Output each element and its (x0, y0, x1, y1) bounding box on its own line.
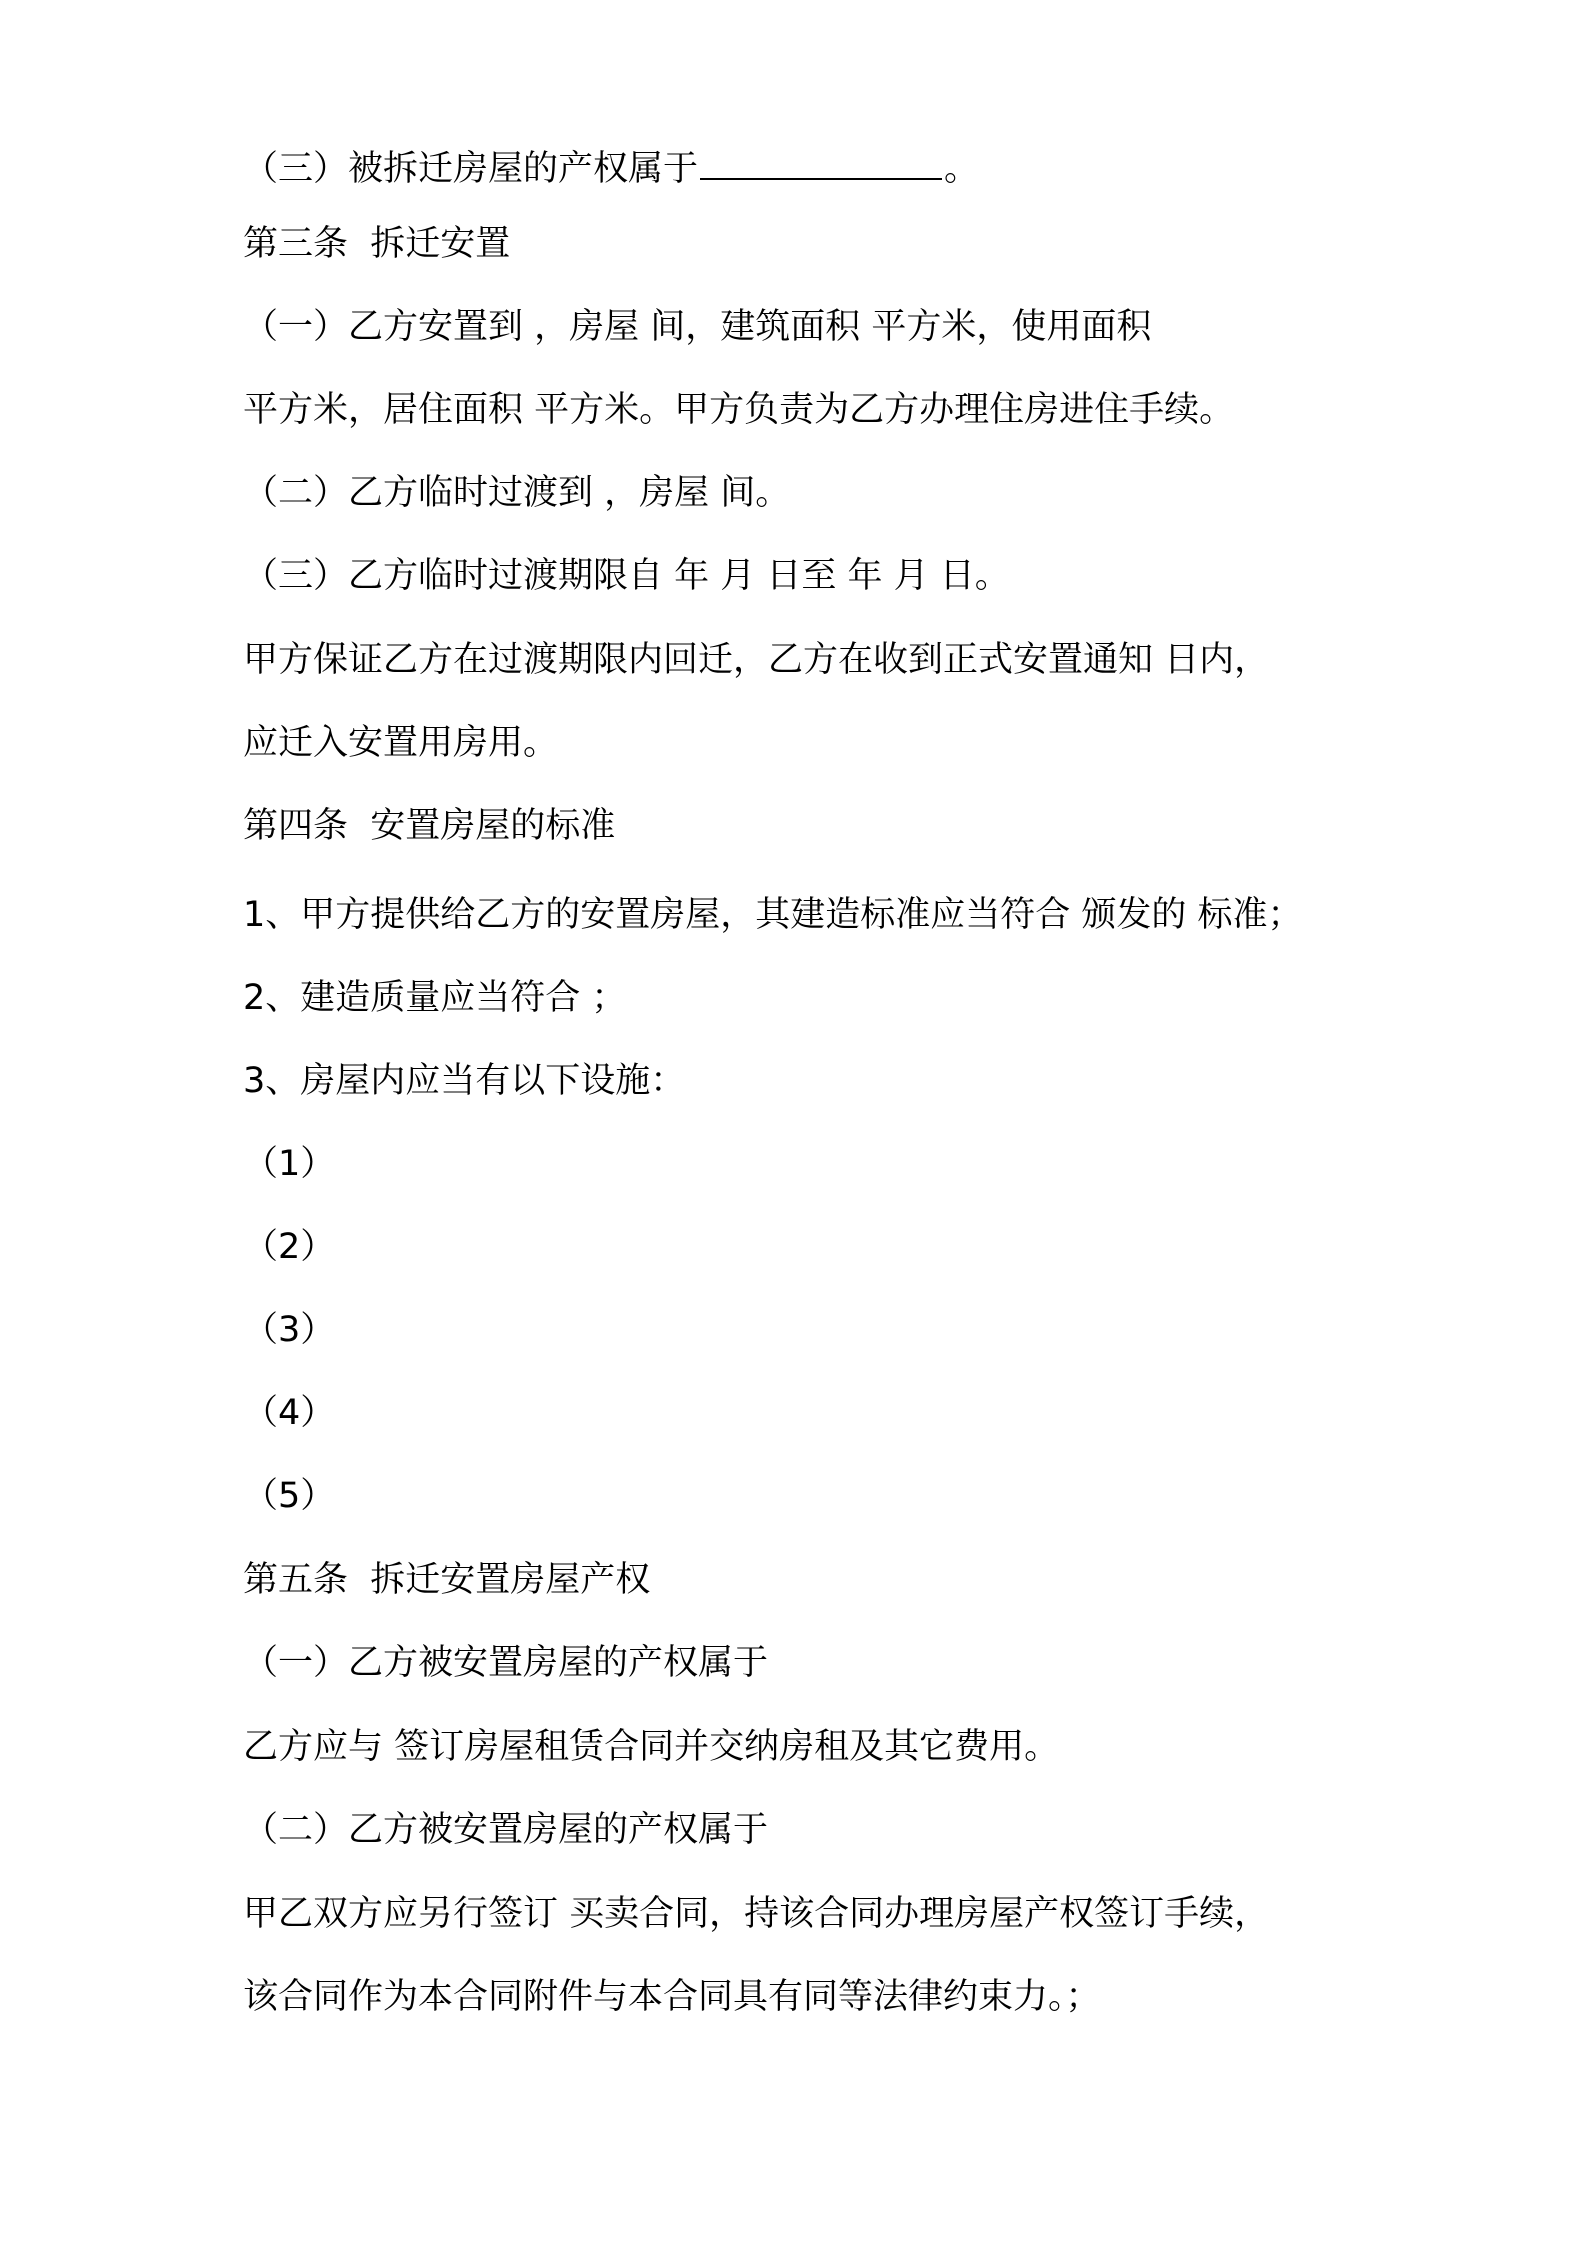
facility-item-1: （1） (243, 1144, 336, 1184)
fill-in-blank (700, 148, 942, 180)
paragraph-legal-effect: 该合同作为本合同附件与本合同具有同等法律约束力。； (243, 1977, 1101, 2017)
paragraph-resettlement-location: （一）乙方安置到 ，房屋 间，建筑面积 平方米，使用面积 (243, 307, 1152, 347)
paragraph-transition-period: （三）乙方临时过渡期限自 年 月 日至 年 月 日。 (243, 556, 1010, 596)
facility-item-4: （4） (243, 1393, 336, 1433)
list-item-quality: 2、建造质量应当符合 ； (243, 978, 627, 1018)
paragraph-move-in: 应迁入安置用房用。 (243, 723, 559, 763)
list-item-facilities: 3、房屋内应当有以下设施： (243, 1061, 686, 1101)
paragraph-property-right-2: （二）乙方被安置房屋的产权属于 (243, 1810, 769, 1850)
paragraph-living-area: 平方米，居住面积 平方米。甲方负责为乙方办理住房进住手续。 (243, 390, 1235, 430)
paragraph-sale-contract: 甲乙双方应另行签订 买卖合同，持该合同办理房屋产权签订手续， (243, 1894, 1270, 1934)
facility-item-5: （5） (243, 1476, 336, 1516)
paragraph-temporary-transition: （二）乙方临时过渡到 ，房屋 间。 (243, 473, 791, 513)
article-4-heading: 第四条 安置房屋的标准 (243, 806, 616, 846)
article-3-heading: 第三条 拆迁安置 (243, 224, 511, 264)
paragraph-property-ownership (243, 147, 979, 191)
paragraph-text: （三）被拆迁房屋的产权属于 (243, 149, 699, 189)
paragraph-lease-contract: 乙方应与 签订房屋租赁合同并交纳房租及其它费用。 (243, 1727, 1060, 1767)
paragraph-return-guarantee: 甲方保证乙方在过渡期限内回迁，乙方在收到正式安置通知 日内， (243, 640, 1270, 680)
list-item-standard: 1、甲方提供给乙方的安置房屋，其建造标准应当符合 颁发的 标准； (243, 895, 1303, 935)
article-5-heading: 第五条 拆迁安置房屋产权 (243, 1560, 651, 1600)
facility-item-3: （3） (243, 1310, 336, 1350)
paragraph-punctuation: 。 (944, 149, 980, 189)
paragraph-property-right-1: （一）乙方被安置房屋的产权属于 (243, 1643, 769, 1683)
facility-item-2: （2） (243, 1227, 336, 1267)
